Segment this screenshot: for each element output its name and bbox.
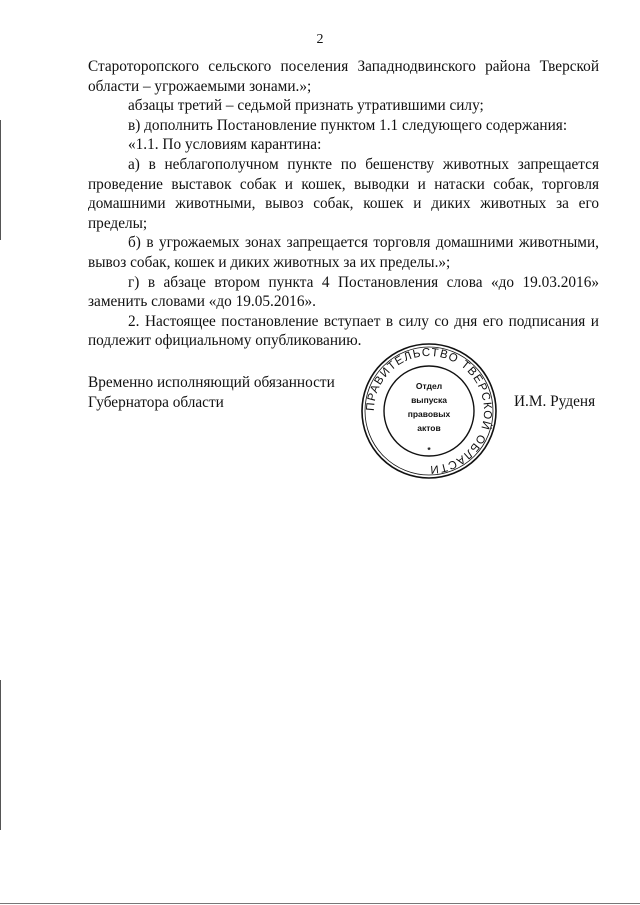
official-stamp <box>359 341 499 481</box>
paragraph-item-g: г) в абзаце втором пункта 4 Постановления слова «до 19.03.2016» заменить словами «до 19.05.2016». <box>88 273 599 311</box>
signature-position-line-1: Временно исполняющий обязанности <box>88 374 335 391</box>
paragraph-abzatsy-repeal: абзацы третий – седьмой признать утратившими силу; <box>128 97 484 115</box>
scan-bottom-edge <box>0 903 640 904</box>
paragraph-continuation: Староторопского сельского поселения Западнодвинского района Тверской области – угрожаемыми зонами.»; <box>88 58 599 95</box>
page-number: 2 <box>316 32 324 47</box>
paragraph-item-b: б) в угрожаемых зонах запрещается торговля домашними животными, вывоз собак, кошек и диких животных за их пределы.»; <box>88 234 599 271</box>
paragraph-effective-date: 2. Настоящее постановление вступает в силу со дня его подписания и подлежит официальному опубликованию. <box>88 312 599 350</box>
scan-edge-mark <box>0 120 1 240</box>
stamp-star: * <box>427 445 431 455</box>
paragraph-add-point: в) дополнить Постановление пунктом 1.1 следующего содержания: <box>128 116 568 134</box>
paragraph-quarantine-heading: «1.1. По условиям карантина: <box>128 136 322 154</box>
signature-position <box>88 373 335 412</box>
scan-edge-mark <box>0 680 1 830</box>
stamp-ring-text: ПРАВИТЕЛЬСТВО ТВЕРСКОЙ ОБЛАСТИ <box>364 346 494 476</box>
stamp-seal <box>359 341 499 481</box>
signatory-name: И.М. Руденя <box>514 393 596 410</box>
stamp-center-line-2: выпуска <box>411 395 447 405</box>
document-body <box>88 57 599 351</box>
stamp-center-line-4: актов <box>417 423 441 433</box>
stamp-center-line-3: правовых <box>407 409 451 419</box>
stamp-center-line-1: Отдел <box>415 381 443 391</box>
signature-position-line-2: Губернатора области <box>88 393 224 411</box>
paragraph-item-a: а) в неблагополучном пункте по бешенству животных запрещается проведение выставок собак и кошек, выводки и натаски собак, торговля домашними животными, вывоз собак, кошек и диких животных за его пределы; <box>88 155 599 232</box>
